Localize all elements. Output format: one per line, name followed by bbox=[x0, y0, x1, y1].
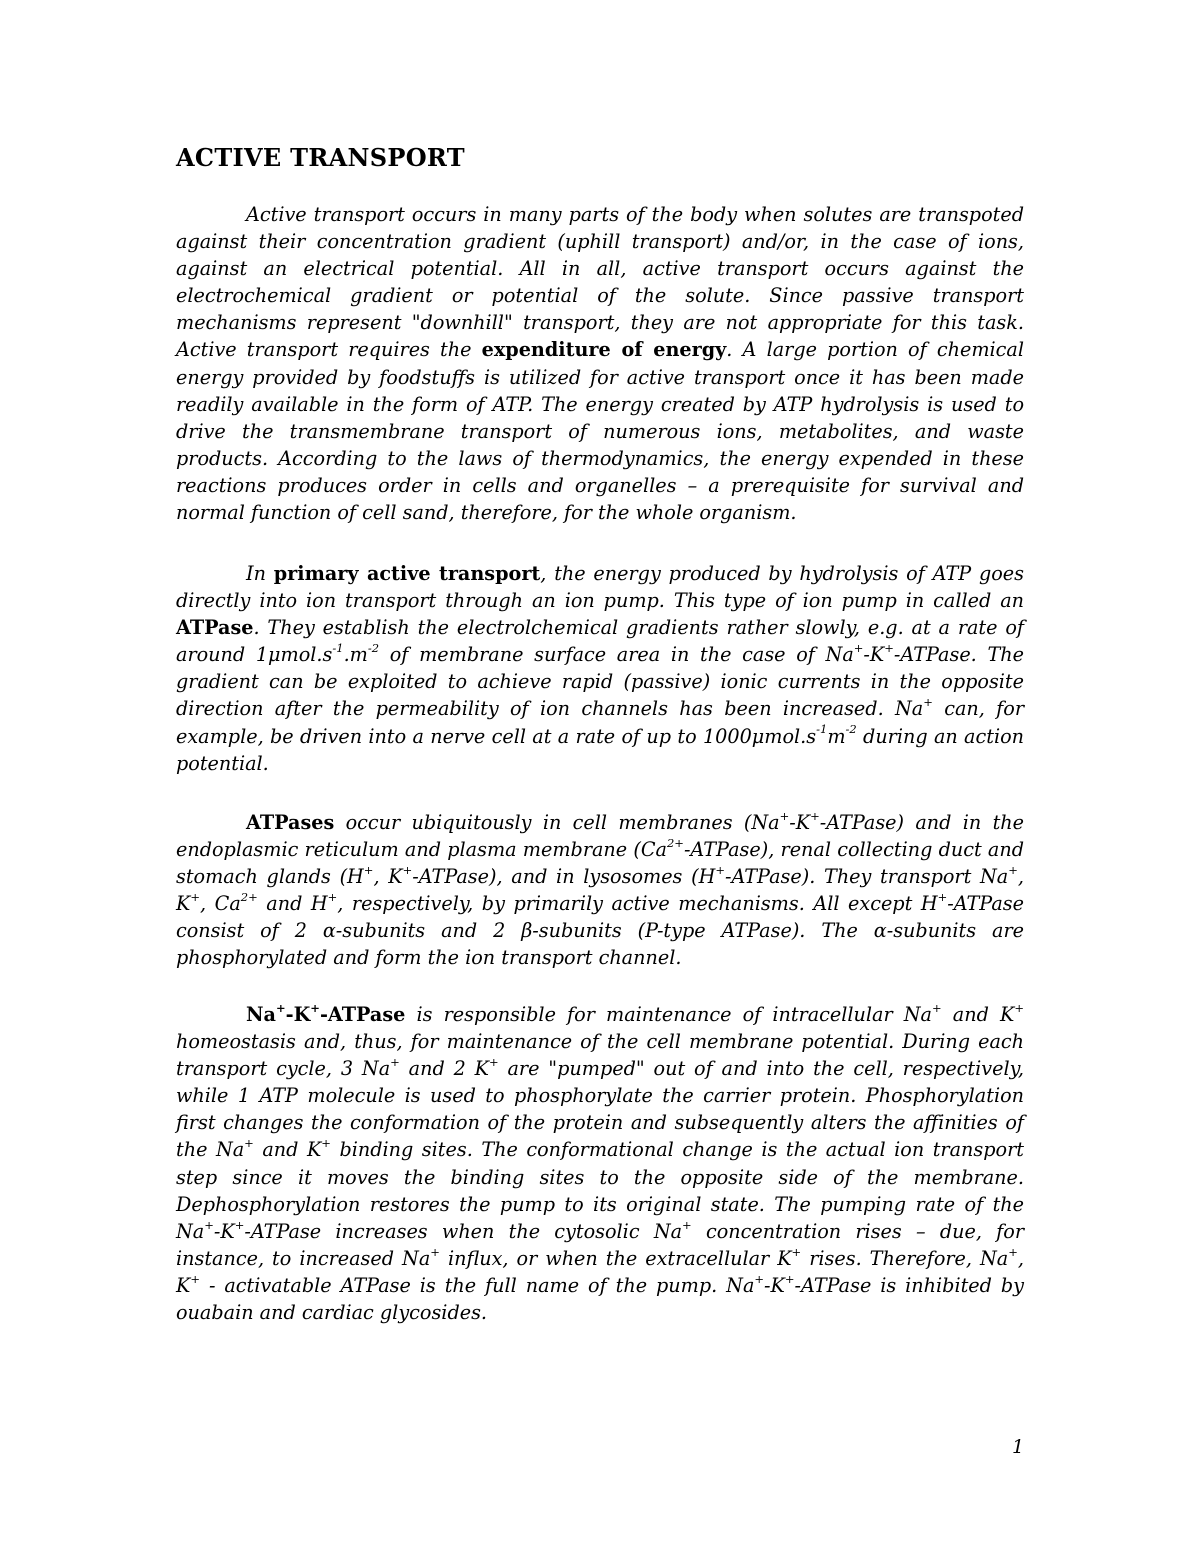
text-run: , Ca bbox=[200, 892, 241, 916]
superscript: -1 bbox=[332, 641, 344, 656]
superscript: + bbox=[204, 1217, 214, 1232]
text-run: during an action potential. bbox=[176, 724, 1024, 775]
paragraph-primary-active-transport bbox=[176, 560, 1024, 777]
superscript: + bbox=[1008, 1244, 1018, 1259]
superscript: + bbox=[363, 863, 374, 878]
text-run: -K bbox=[863, 643, 885, 667]
superscript: + bbox=[1014, 1000, 1024, 1015]
text-run: -ATPase increases when the cytosolic Na bbox=[244, 1219, 683, 1243]
text-run: . They establish the electrolchemical gradients rather slowly, e.g. at a rate of around 1μmol.s bbox=[176, 616, 1024, 667]
bold-term: -K bbox=[285, 1003, 311, 1026]
text-run: influx, or when the extracellular K bbox=[439, 1246, 792, 1270]
text-run: . A large portion of chemical energy provided by foodstuffs is utilized for active transport once it has been made readily available in the form of ATP. The energy created by ATP hydrolysis is used to drive the transmembrane transport of numerous ions, metabolites, and waste products. According to the laws of thermodynamics, the energy expended in these reactions produces order in cells and organelles – a prerequisite for survival and normal function of cell sand, therefore, for the whole organism. bbox=[176, 338, 1024, 525]
text-run: are "pumped" out of and into the cell, respectively, while 1 ATP molecule is used to phosphorylate the carrier protein. Phosphorylation first changes the conformation of the protein and subsequently alters the affinities of the Na bbox=[176, 1057, 1024, 1162]
bold-term: primary active transport bbox=[273, 562, 541, 585]
superscript: -2 bbox=[845, 722, 857, 737]
superscript: + bbox=[321, 1136, 331, 1151]
superscript: + bbox=[402, 863, 413, 878]
text-run: - activatable ATPase is the full name of the pump. Na bbox=[200, 1273, 755, 1297]
superscript: + bbox=[190, 1271, 200, 1286]
superscript: + bbox=[937, 890, 948, 905]
paragraph-atpases bbox=[176, 809, 1024, 972]
text-run: , K bbox=[373, 865, 403, 889]
text-run: of membrane surface area in the case of Na bbox=[379, 643, 854, 667]
text-run: -ATPase), and in lysosomes (H bbox=[412, 865, 716, 889]
superscript: + bbox=[275, 1000, 286, 1015]
superscript: + bbox=[715, 863, 725, 878]
text-run: occur ubiquitously in cell membranes (Na bbox=[334, 811, 780, 834]
text-run: -K bbox=[213, 1219, 235, 1243]
superscript: + bbox=[390, 1055, 400, 1070]
bold-term: Na bbox=[246, 1003, 276, 1026]
bold-superscript bbox=[310, 1000, 320, 1026]
text-run: and H bbox=[257, 892, 328, 916]
superscript: + bbox=[327, 890, 338, 905]
superscript: + bbox=[932, 1000, 942, 1015]
superscript: + bbox=[310, 1000, 320, 1015]
superscript: + bbox=[884, 641, 894, 656]
text-run: and K bbox=[941, 1003, 1015, 1026]
superscript: + bbox=[779, 808, 790, 823]
text-run: .m bbox=[343, 643, 368, 667]
text-run: concentration rises – due, for instance, to increased Na bbox=[176, 1219, 1024, 1270]
superscript: + bbox=[923, 695, 933, 710]
superscript: + bbox=[754, 1271, 765, 1286]
superscript: + bbox=[488, 1055, 499, 1070]
text-run: -ATPase consist of 2 α-subunits and 2 β-subunits (P-type ATPase). The α-subunits are phosphorylated and form the ion transport channel. bbox=[176, 892, 1024, 970]
text-run: , K bbox=[176, 1246, 1025, 1297]
bold-superscript bbox=[275, 1000, 286, 1026]
superscript: + bbox=[682, 1217, 692, 1232]
bold-term: expenditure of energy bbox=[481, 338, 727, 362]
page-title: ACTIVE TRANSPORT bbox=[176, 143, 465, 172]
bold-term: ATPase bbox=[176, 616, 254, 640]
text-run: -K bbox=[789, 811, 811, 834]
superscript: -1 bbox=[816, 722, 828, 737]
text-run: m bbox=[827, 724, 846, 748]
text-run: and K bbox=[253, 1138, 322, 1162]
text-run: -ATPase). They transport Na bbox=[724, 865, 1009, 889]
text-run: , the energy produced by hydrolysis of ATP goes directly into ion transport through an ion pump. This type of ion pump in called an bbox=[176, 562, 1024, 613]
text-run: and 2 K bbox=[399, 1057, 489, 1081]
paragraph-intro bbox=[176, 201, 1024, 526]
superscript: + bbox=[430, 1244, 440, 1259]
text-run: , K bbox=[176, 865, 1024, 916]
superscript: + bbox=[784, 1271, 795, 1286]
superscript: + bbox=[791, 1244, 802, 1259]
superscript: + bbox=[190, 890, 200, 905]
text-run: -ATPase. The gradient can be exploited to achieve rapid (passive) ionic currents in the opposite direction after the permeability of ion channels has been increased. Na bbox=[176, 643, 1024, 721]
superscript: + bbox=[244, 1136, 254, 1151]
page-number: 1 bbox=[1012, 1436, 1025, 1458]
text-run: In bbox=[246, 562, 274, 585]
superscript: + bbox=[1008, 863, 1018, 878]
text-run: rises. Therefore, Na bbox=[801, 1246, 1009, 1270]
superscript: + bbox=[234, 1217, 245, 1232]
text-run: Active transport occurs in many parts of the body when solutes are transpoted against their concentration gradient (uphill transport) and/or, in the case of ions, against an electrical potential. All in all, active transport occurs against the electrochemical gradient or potential of the solute. Since passive transport mechanisms represent "downhill" transport, they are not appropriate for this task. Active transport requires the bbox=[176, 203, 1024, 362]
text-run: -ATPase), renal collecting duct and stomach glands (H bbox=[176, 838, 1024, 889]
text-run: is responsible for maintenance of intracellular Na bbox=[405, 1003, 932, 1026]
superscript: + bbox=[810, 808, 820, 823]
superscript: 2+ bbox=[666, 835, 684, 850]
text-run: , respectively, by primarily active mechanisms. All except H bbox=[337, 892, 938, 916]
bold-term: -ATPase bbox=[319, 1003, 406, 1026]
superscript: 2+ bbox=[240, 890, 258, 905]
paragraph-na-k-atpase bbox=[176, 1001, 1024, 1326]
superscript: -2 bbox=[367, 641, 380, 656]
superscript: + bbox=[853, 641, 864, 656]
text-run: -ATPase) and in the endoplasmic reticulum and plasma membrane (Ca bbox=[176, 811, 1024, 862]
bold-term: ATPases bbox=[246, 811, 335, 834]
text-run: binding sites. The conformational change is the actual ion transport step since it moves the binding sites to the opposite side of the membrane. Dephosphorylation restores the pump to its original state. The pumping rate of the Na bbox=[176, 1138, 1024, 1243]
text-run: homeostasis and, thus, for maintenance of the cell membrane potential. During each transport cycle, 3 Na bbox=[176, 1030, 1024, 1081]
text-run: -ATPase is inhibited by ouabain and cardiac glycosides. bbox=[176, 1273, 1024, 1325]
text-run: -K bbox=[764, 1273, 785, 1297]
text-run: can, for example, be driven into a nerve cell at a rate of up to 1000μmol.s bbox=[176, 697, 1025, 748]
